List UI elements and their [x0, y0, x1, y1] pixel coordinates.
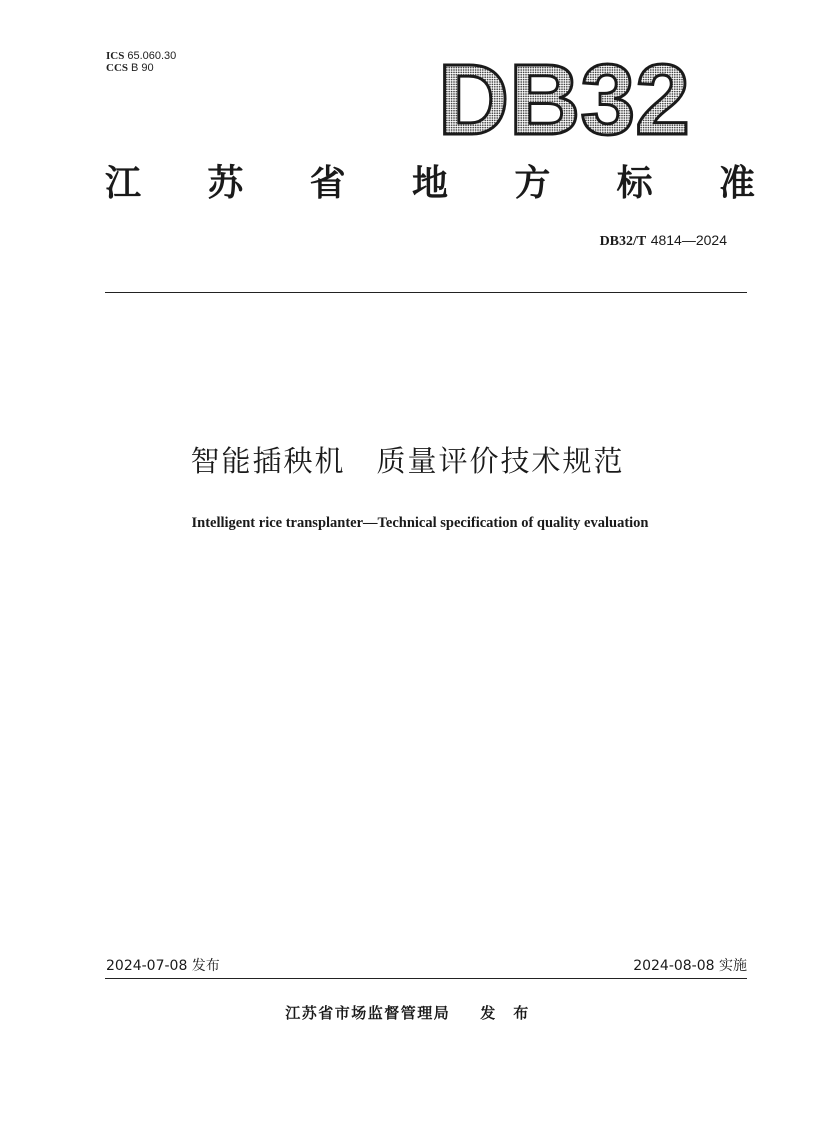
region-title-char: 苏: [207, 163, 244, 204]
region-standard-title: [105, 160, 755, 208]
region-title-char: 省: [309, 163, 346, 204]
region-title-char: 准: [718, 163, 755, 204]
standard-number: [600, 231, 727, 251]
region-title-char: 标: [616, 163, 653, 204]
ics-code: [106, 50, 176, 62]
footer-divider: [105, 978, 747, 979]
ccs-value: B 90: [131, 62, 154, 74]
header-divider: [105, 292, 747, 293]
db32-logo-text: DB32: [438, 52, 690, 144]
ics-value: 65.060.30: [127, 50, 177, 62]
region-title-char: 方: [514, 163, 551, 204]
document-title-en: Intelligent rice transplanter—Technical specification of quality evaluation: [191, 515, 649, 531]
db32-logo-graphic: [436, 52, 696, 144]
document-title-zh: 智能插秧机 质量评价技术规范: [190, 444, 625, 478]
region-title-char: 地: [411, 163, 448, 204]
standard-number-rest: 4814—2024: [650, 232, 727, 248]
region-title-char: 江: [105, 163, 142, 204]
issuing-authority: [0, 1002, 815, 1024]
issuer-name: 江苏省市场监督管理局: [285, 1004, 451, 1022]
ics-label: ICS: [106, 50, 125, 62]
ccs-label: CCS: [106, 62, 129, 74]
issuer-action: 发 布: [480, 1004, 530, 1022]
standard-number-prefix: DB32/T: [599, 234, 647, 249]
ccs-code: [106, 62, 154, 74]
issue-date: 2024-07-08 发布: [106, 958, 220, 974]
db32-logo: [436, 52, 696, 144]
implementation-date: 2024-08-08 实施: [633, 958, 747, 974]
